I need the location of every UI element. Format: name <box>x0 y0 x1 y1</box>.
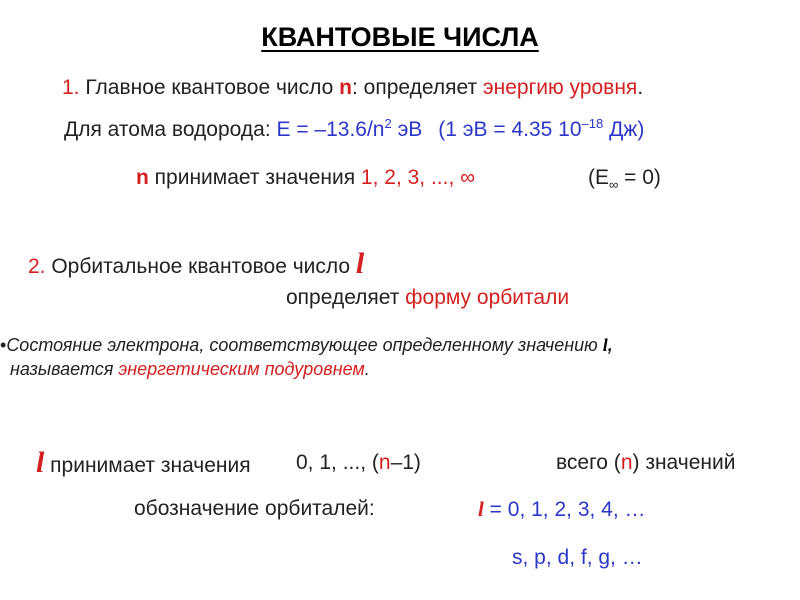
n-values-line <box>136 166 475 190</box>
e-inf-open: (E <box>588 166 609 189</box>
bullet: • <box>0 335 7 355</box>
e-infinity <box>588 166 661 193</box>
orbital-label-text: обозначение орбиталей: <box>134 497 375 520</box>
l-symbol: l <box>355 247 365 280</box>
orbital-shape-highlight: форму орбитали <box>405 286 570 309</box>
energy-level-highlight: энергию уровня <box>482 76 638 99</box>
conversion-main: (1 эВ = 4.35 10 <box>438 118 582 141</box>
hydrogen-formula-line <box>64 118 644 142</box>
state-end: . <box>364 359 370 379</box>
orbital-quantum-number-line <box>28 247 364 281</box>
e-inf-close: = 0) <box>618 166 661 189</box>
conversion-exponent: –18 <box>581 116 604 131</box>
n-takes-text: принимает значения <box>148 166 361 189</box>
n-values: 1, 2, 3, ..., ∞ <box>360 166 476 189</box>
total-n: n <box>620 451 633 474</box>
orbital-defines-text: определяет <box>286 286 406 309</box>
ev-conversion <box>438 118 644 141</box>
formula-unit: эВ <box>391 118 423 141</box>
l-values-line <box>36 446 251 480</box>
l-takes-symbol: l <box>36 446 45 479</box>
state-l-symbol: l <box>602 335 608 355</box>
total-suffix: ) значений <box>632 451 736 474</box>
n-takes-symbol: n <box>136 166 149 189</box>
orbital-letters <box>512 546 643 570</box>
e-inf-subscript: ∞ <box>609 177 619 193</box>
state-text-2: называется <box>10 359 119 379</box>
l-takes-text: принимает значения <box>44 454 251 477</box>
section-1-number: 1. <box>62 76 80 99</box>
section-2-number: 2. <box>28 255 46 278</box>
line-end-dot: . <box>637 76 644 99</box>
sublevel-definition-line-2 <box>10 359 370 380</box>
conversion-unit: Дж) <box>603 118 645 141</box>
orbital-l-symbol: l <box>478 497 484 521</box>
l-values-n: n <box>378 451 391 474</box>
principal-heading-text: Главное квантовое число <box>79 76 340 99</box>
l-values-prefix: 0, 1, ..., ( <box>296 451 379 474</box>
orbital-designation-label <box>134 497 375 521</box>
n-symbol: n <box>339 76 352 99</box>
orbital-l-value-list: = 0, 1, 2, 3, 4, … <box>483 498 646 521</box>
state-comma: , <box>607 335 613 355</box>
total-values <box>556 451 735 475</box>
orbital-heading-text: Орбитальное квантовое число <box>45 255 356 278</box>
l-values-range <box>296 451 421 475</box>
page-title: КВАНТОВЫЕ ЧИСЛА <box>261 22 539 52</box>
formula-main: E = –13.6/n <box>276 118 385 141</box>
orbital-l-values <box>478 497 646 522</box>
sublevel-highlight: энергетическим подуровнем <box>118 359 365 379</box>
total-prefix: всего ( <box>556 451 621 474</box>
defines-text: : определяет <box>351 76 483 99</box>
energy-formula <box>276 118 422 141</box>
hydrogen-label: Для атома водорода: <box>64 118 277 141</box>
orbital-shape-line <box>286 286 569 310</box>
sublevel-definition-line-1 <box>0 335 613 356</box>
formula-exponent: 2 <box>384 116 392 131</box>
principal-quantum-number-line <box>62 76 643 100</box>
l-values-suffix: –1) <box>390 451 421 474</box>
orbital-letters-text: s, p, d, f, g, … <box>512 546 643 569</box>
state-text-1: Состояние электрона, соответствующее определенному значению <box>6 335 603 355</box>
